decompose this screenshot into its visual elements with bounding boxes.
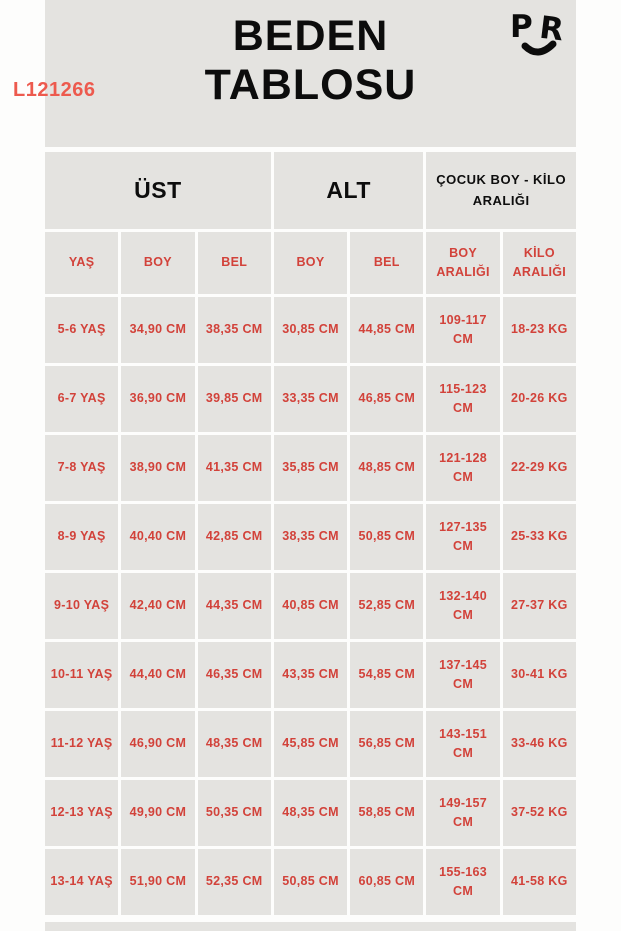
table-cell: 149-157 CM	[426, 780, 499, 846]
table-cell: 143-151 CM	[426, 711, 499, 777]
group-header-ust	[45, 152, 271, 229]
table-cell: 38,90 CM	[121, 435, 194, 501]
group-header-alt-label: ALT	[326, 177, 371, 203]
table-cell: 46,85 CM	[350, 366, 423, 432]
table-cell: 127-135 CM	[426, 504, 499, 570]
row-age-label: 9-10 YAŞ	[45, 573, 118, 639]
table-cell: 50,85 CM	[350, 504, 423, 570]
size-table	[45, 152, 576, 915]
page-title	[45, 0, 576, 111]
table-cell: 54,85 CM	[350, 642, 423, 708]
table-cell: 35,85 CM	[274, 435, 347, 501]
table-cell: 155-163 CM	[426, 849, 499, 915]
table-cell: 38,35 CM	[274, 504, 347, 570]
table-cell: 37-52 KG	[503, 780, 576, 846]
table-cell: 44,40 CM	[121, 642, 194, 708]
header-panel	[45, 0, 576, 147]
group-header-boy-kilo-label: ÇOCUK BOY - KİLO ARALIĞI	[436, 172, 567, 208]
table-cell: 34,90 CM	[121, 297, 194, 363]
table-cell: 33,35 CM	[274, 366, 347, 432]
table-cell: 46,35 CM	[198, 642, 271, 708]
table-cell: 48,35 CM	[274, 780, 347, 846]
column-header-alt-bel: BEL	[350, 232, 423, 294]
table-cell: 41,35 CM	[198, 435, 271, 501]
page-title-line2: TABLOSU	[204, 61, 417, 110]
row-age-label: 8-9 YAŞ	[45, 504, 118, 570]
group-header-boy-kilo	[426, 152, 576, 229]
table-cell: 43,35 CM	[274, 642, 347, 708]
table-cell: 56,85 CM	[350, 711, 423, 777]
table-cell: 33-46 KG	[503, 711, 576, 777]
table-cell: 30-41 KG	[503, 642, 576, 708]
column-header-ust-bel: BEL	[198, 232, 271, 294]
table-cell: 50,35 CM	[198, 780, 271, 846]
table-cell: 58,85 CM	[350, 780, 423, 846]
row-age-label: 5-6 YAŞ	[45, 297, 118, 363]
row-age-label: 7-8 YAŞ	[45, 435, 118, 501]
row-age-label: 6-7 YAŞ	[45, 366, 118, 432]
table-cell: 109-117 CM	[426, 297, 499, 363]
table-cell: 60,85 CM	[350, 849, 423, 915]
table-cell: 49,90 CM	[121, 780, 194, 846]
table-cell: 40,85 CM	[274, 573, 347, 639]
table-cell: 38,35 CM	[198, 297, 271, 363]
row-age-label: 11-12 YAŞ	[45, 711, 118, 777]
table-cell: 27-37 KG	[503, 573, 576, 639]
table-cell: 42,85 CM	[198, 504, 271, 570]
svg-text:P: P	[510, 9, 533, 45]
column-header-ust-boy: BOY	[121, 232, 194, 294]
table-cell: 48,35 CM	[198, 711, 271, 777]
table-cell: 48,85 CM	[350, 435, 423, 501]
table-cell: 132-140 CM	[426, 573, 499, 639]
table-cell: 41-58 KG	[503, 849, 576, 915]
table-cell: 36,90 CM	[121, 366, 194, 432]
table-cell: 46,90 CM	[121, 711, 194, 777]
table-cell: 52,85 CM	[350, 573, 423, 639]
svg-text:R: R	[537, 9, 566, 49]
table-cell: 44,85 CM	[350, 297, 423, 363]
column-header-kilo-araligi: KİLO ARALIĞI	[503, 232, 576, 294]
table-cell: 25-33 KG	[503, 504, 576, 570]
column-header-yas: YAŞ	[45, 232, 118, 294]
table-cell: 40,40 CM	[121, 504, 194, 570]
table-cell: 50,85 CM	[274, 849, 347, 915]
table-cell: 52,35 CM	[198, 849, 271, 915]
column-header-alt-boy: BOY	[274, 232, 347, 294]
table-cell: 121-128 CM	[426, 435, 499, 501]
product-code: L121266	[13, 79, 96, 101]
column-header-boy-araligi: BOY ARALIĞI	[426, 232, 499, 294]
table-cell: 115-123 CM	[426, 366, 499, 432]
table-cell: 42,40 CM	[121, 573, 194, 639]
page-title-line1: BEDEN	[232, 12, 389, 60]
table-cell: 18-23 KG	[503, 297, 576, 363]
row-age-label: 12-13 YAŞ	[45, 780, 118, 846]
table-cell: 45,85 CM	[274, 711, 347, 777]
table-cell: 137-145 CM	[426, 642, 499, 708]
cropped-next-row-strip	[45, 922, 576, 931]
table-cell: 44,35 CM	[198, 573, 271, 639]
group-header-alt	[274, 152, 424, 229]
row-age-label: 10-11 YAŞ	[45, 642, 118, 708]
table-cell: 22-29 KG	[503, 435, 576, 501]
brand-logo	[502, 4, 574, 64]
table-cell: 30,85 CM	[274, 297, 347, 363]
row-age-label: 13-14 YAŞ	[45, 849, 118, 915]
brand-logo-icon	[502, 4, 574, 64]
group-header-ust-label: ÜST	[134, 177, 182, 203]
table-cell: 39,85 CM	[198, 366, 271, 432]
table-cell: 51,90 CM	[121, 849, 194, 915]
table-cell: 20-26 KG	[503, 366, 576, 432]
